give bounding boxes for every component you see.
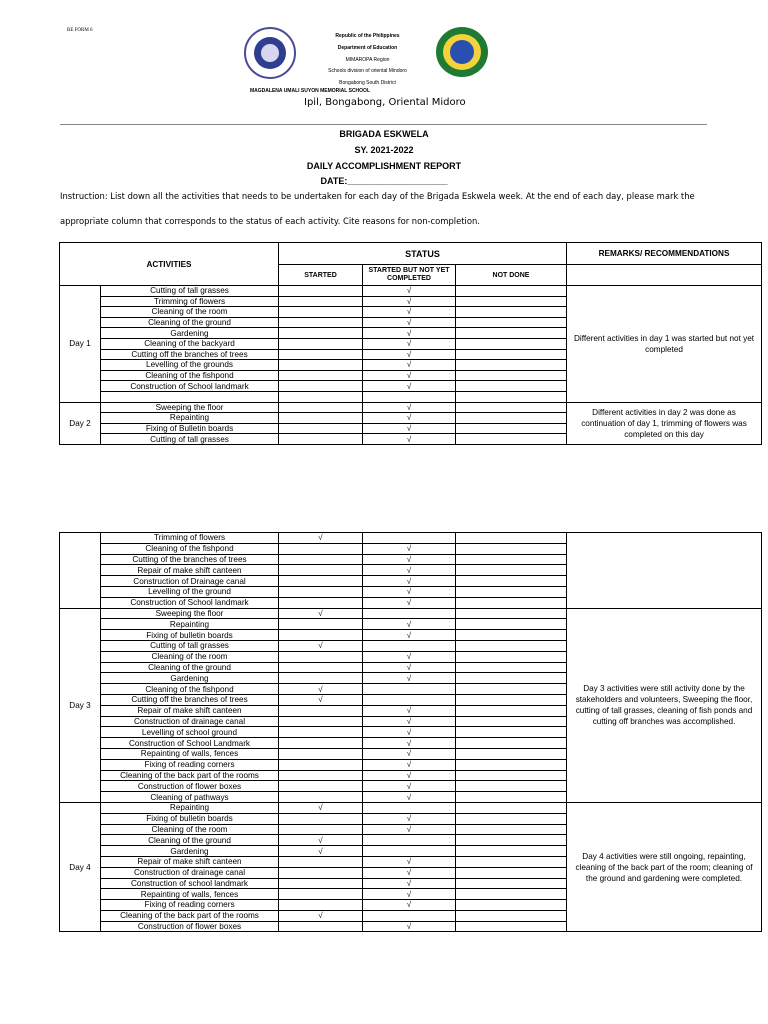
not-done-cell [456,413,567,424]
started-not-completed-cell: √ [363,434,456,445]
activity-cell [101,391,279,402]
accomplishment-table-1 [59,242,762,445]
not-done-cell [456,630,567,641]
started-not-completed-cell: √ [363,381,456,392]
report-title: BRIGADA ESKWELA [339,129,429,139]
started-not-completed-cell: √ [363,738,456,749]
activity-cell: Construction of drainage canal [101,867,279,878]
started-cell [279,434,363,445]
table-row [60,608,762,619]
started-not-completed-cell [363,684,456,695]
started-not-completed-cell: √ [363,792,456,803]
started-not-completed-cell: √ [363,543,456,554]
started-cell [279,651,363,662]
not-done-cell [456,889,567,900]
remarks-subheader [567,265,762,286]
started-not-completed-cell [363,802,456,813]
started-not-completed-cell: √ [363,328,456,339]
report-subtitle: DAILY ACCOMPLISHMENT REPORT [306,161,462,171]
not-done-cell [456,608,567,619]
activity-cell: Repainting [101,619,279,630]
started-not-completed-cell: √ [363,813,456,824]
day-label: Day 1 [60,286,101,403]
started-cell [279,619,363,630]
started-cell [279,296,363,307]
started-cell [279,402,363,413]
started-not-completed-cell: √ [363,824,456,835]
activity-cell: Repainting of walls, fences [101,748,279,759]
not-done-cell [456,586,567,597]
started-not-completed-cell: √ [363,673,456,684]
instruction-line-1: Instruction: List down all the activities that needs to be undertaken for each day of the Brigada Eskwela week. At the end of each day, please mark the [60,191,695,201]
activity-cell: Cleaning of the backyard [101,338,279,349]
started-not-completed-cell: √ [363,338,456,349]
started-not-completed-cell: √ [363,662,456,673]
not-done-cell [456,727,567,738]
started-cell [279,889,363,900]
deped-seal-logo [244,27,296,79]
started-cell [279,770,363,781]
started-cell: √ [279,910,363,921]
table-row [60,286,762,297]
started-not-completed-cell: √ [363,307,456,318]
activity-cell: Cutting off the branches of trees [101,694,279,705]
activity-cell: Cleaning of the room [101,307,279,318]
started-not-completed-cell: √ [363,878,456,889]
started-not-completed-cell: √ [363,370,456,381]
started-not-completed-cell [363,910,456,921]
started-cell [279,554,363,565]
not-done-cell [456,619,567,630]
activity-cell: Repainting [101,802,279,813]
started-not-completed-cell: √ [363,402,456,413]
started-cell [279,586,363,597]
activity-cell: Construction of School Landmark [101,738,279,749]
activity-cell: Cutting of tall grasses [101,286,279,297]
started-cell [279,423,363,434]
activity-cell: Fixing of bulletin boards [101,813,279,824]
started-cell [279,543,363,554]
activity-cell: Fixing of reading corners [101,900,279,911]
activity-cell: Construction of flower boxes [101,781,279,792]
started-cell [279,328,363,339]
activity-cell: Construction of school landmark [101,878,279,889]
started-not-completed-cell: √ [363,900,456,911]
started-not-completed-header: STARTED BUT NOT YET COMPLETED [363,265,456,286]
started-cell: √ [279,640,363,651]
started-cell [279,673,363,684]
started-cell [279,900,363,911]
day-label [60,533,101,609]
started-cell [279,391,363,402]
activity-cell: Fixing of Bulletin boards [101,423,279,434]
status-header: STATUS [279,243,567,265]
started-cell: √ [279,802,363,813]
started-not-completed-cell: √ [363,349,456,360]
activity-cell: Gardening [101,846,279,857]
not-done-cell [456,328,567,339]
activity-cell: Construction of Drainage canal [101,576,279,587]
activity-cell: Levelling of the grounds [101,360,279,371]
not-done-cell [456,694,567,705]
activity-cell: Gardening [101,328,279,339]
started-cell [279,781,363,792]
activity-cell: Fixing of bulletin boards [101,630,279,641]
started-not-completed-cell: √ [363,727,456,738]
started-cell [279,867,363,878]
activity-cell: Fixing of reading corners [101,759,279,770]
started-not-completed-cell: √ [363,296,456,307]
not-done-cell [456,781,567,792]
not-done-cell [456,543,567,554]
not-done-cell [456,824,567,835]
started-not-completed-cell [363,835,456,846]
started-not-completed-cell: √ [363,921,456,932]
not-done-cell [456,856,567,867]
started-cell [279,921,363,932]
activity-cell: Sweeping the floor [101,608,279,619]
started-not-completed-cell: √ [363,770,456,781]
activity-cell: Trimming of flowers [101,296,279,307]
activities-header: ACTIVITIES [60,243,279,286]
started-not-completed-cell: √ [363,423,456,434]
activity-cell: Cutting of tall grasses [101,640,279,651]
started-cell [279,878,363,889]
started-not-completed-cell [363,608,456,619]
not-done-cell [456,900,567,911]
activity-cell: Trimming of flowers [101,533,279,544]
started-cell [279,716,363,727]
started-cell [279,759,363,770]
activity-cell: Cleaning of the fishpond [101,684,279,695]
started-cell [279,370,363,381]
not-done-cell [456,381,567,392]
day-label: Day 2 [60,402,101,444]
started-cell [279,824,363,835]
started-cell [279,748,363,759]
started-not-completed-cell: √ [363,360,456,371]
header-district: Bongabong South District [339,80,396,86]
not-done-cell [456,434,567,445]
activity-cell: Levelling of the ground [101,586,279,597]
started-cell [279,338,363,349]
started-cell [279,662,363,673]
activity-cell: Cleaning of the room [101,824,279,835]
school-name: MAGDALENA UMALI SUYON MEMORIAL SCHOOL [250,88,370,94]
started-cell [279,738,363,749]
activity-cell: Cleaning of the ground [101,835,279,846]
started-not-completed-cell: √ [363,781,456,792]
started-not-completed-cell: √ [363,867,456,878]
started-not-completed-cell: √ [363,554,456,565]
started-not-completed-cell: √ [363,630,456,641]
accomplishment-table-2 [59,532,762,932]
not-done-cell [456,576,567,587]
started-not-completed-cell: √ [363,651,456,662]
school-address: Ipil, Bongabong, Oriental Midoro [304,97,466,108]
started-not-completed-cell: √ [363,856,456,867]
remarks-cell [567,533,762,609]
activity-cell: Cutting of the branches of trees [101,554,279,565]
not-done-cell [456,921,567,932]
started-not-completed-cell: √ [363,597,456,608]
activity-cell: Construction of drainage canal [101,716,279,727]
started-not-completed-cell: √ [363,565,456,576]
started-not-completed-cell: √ [363,889,456,900]
started-not-completed-cell [363,694,456,705]
activity-cell: Construction of School landmark [101,597,279,608]
not-done-cell [456,651,567,662]
activity-cell: Construction of flower boxes [101,921,279,932]
not-done-cell [456,759,567,770]
not-done-cell [456,349,567,360]
activity-cell: Repair of make shift canteen [101,705,279,716]
not-done-cell [456,716,567,727]
started-not-completed-cell: √ [363,619,456,630]
remarks-cell: Different activities in day 2 was done as continuation of day 1, trimming of flowers was completed on this day [567,402,762,444]
started-cell [279,413,363,424]
header-division: Schools division of oriental Mindoro [328,68,407,74]
remarks-cell: Day 3 activities were still activity done by the stakeholders and volunteers, Sweeping the floor, cutting of tall grasses, cleaning of fish ponds and cutting off branches was accomplished. [567,608,762,802]
started-cell: √ [279,694,363,705]
activity-cell: Cutting of tall grasses [101,434,279,445]
started-cell [279,360,363,371]
started-not-completed-cell: √ [363,705,456,716]
started-cell: √ [279,846,363,857]
day-label: Day 4 [60,802,101,932]
not-done-cell [456,391,567,402]
instruction-line-2: appropriate column that corresponds to the status of each activity. Cite reasons for non-completion. [60,216,480,226]
activity-cell: Cleaning of the ground [101,317,279,328]
started-not-completed-cell: √ [363,576,456,587]
started-cell: √ [279,533,363,544]
activity-cell: Cleaning of the fishpond [101,370,279,381]
activity-cell: Cleaning of pathways [101,792,279,803]
header-department: Department of Education [337,45,398,51]
started-not-completed-cell: √ [363,716,456,727]
started-cell [279,727,363,738]
started-cell [279,317,363,328]
not-done-header: NOT DONE [456,265,567,286]
not-done-cell [456,802,567,813]
activity-cell: Repainting of walls, fences [101,889,279,900]
started-cell [279,705,363,716]
started-not-completed-cell: √ [363,748,456,759]
not-done-cell [456,662,567,673]
not-done-cell [456,878,567,889]
header-republic: Republic of the Philippines [335,33,400,39]
started-not-completed-cell: √ [363,413,456,424]
not-done-cell [456,565,567,576]
header-divider [60,124,707,125]
activity-cell: Repair of make shift canteen [101,565,279,576]
activity-cell: Cleaning of the back part of the rooms [101,770,279,781]
activity-cell: Sweeping the floor [101,402,279,413]
started-cell [279,792,363,803]
started-cell [279,576,363,587]
started-cell [279,565,363,576]
started-not-completed-cell: √ [363,586,456,597]
started-cell [279,349,363,360]
started-not-completed-cell [363,533,456,544]
not-done-cell [456,748,567,759]
not-done-cell [456,370,567,381]
not-done-cell [456,286,567,297]
table-row [60,802,762,813]
activity-cell: Cleaning of the back part of the rooms [101,910,279,921]
started-cell [279,630,363,641]
not-done-cell [456,317,567,328]
started-cell [279,381,363,392]
form-code: BE FORM 6 [67,28,93,33]
header-region: MIMAROPA Region [345,57,390,63]
remarks-cell: Day 4 activities were still ongoing, repainting, cleaning of the back part of the room; cleaning of the ground and gardening were completed. [567,802,762,932]
not-done-cell [456,640,567,651]
started-cell: √ [279,835,363,846]
activity-cell: Repainting [101,413,279,424]
school-seal-logo [436,27,488,77]
not-done-cell [456,597,567,608]
activity-cell: Cutting off the branches of trees [101,349,279,360]
not-done-cell [456,910,567,921]
table-row [60,533,762,544]
started-cell: √ [279,608,363,619]
remarks-cell: Different activities in day 1 was started but not yet completed [567,286,762,403]
started-header: STARTED [279,265,363,286]
started-cell [279,813,363,824]
date-field: DATE:____________________ [320,176,448,186]
activity-cell: Cleaning of the ground [101,662,279,673]
started-cell: √ [279,684,363,695]
not-done-cell [456,813,567,824]
not-done-cell [456,296,567,307]
not-done-cell [456,338,567,349]
started-cell [279,597,363,608]
started-cell [279,856,363,867]
not-done-cell [456,867,567,878]
activity-cell: Construction of School landmark [101,381,279,392]
not-done-cell [456,402,567,413]
not-done-cell [456,554,567,565]
not-done-cell [456,533,567,544]
remarks-header: REMARKS/ RECOMMENDATIONS [567,243,762,265]
not-done-cell [456,673,567,684]
not-done-cell [456,684,567,695]
not-done-cell [456,738,567,749]
started-not-completed-cell [363,640,456,651]
started-not-completed-cell: √ [363,317,456,328]
not-done-cell [456,792,567,803]
not-done-cell [456,770,567,781]
started-not-completed-cell [363,846,456,857]
started-not-completed-cell: √ [363,286,456,297]
table-row [60,402,762,413]
activity-cell: Gardening [101,673,279,684]
started-not-completed-cell: √ [363,759,456,770]
activity-cell: Cleaning of the room [101,651,279,662]
day-label: Day 3 [60,608,101,802]
school-year: SY. 2021-2022 [354,145,414,155]
not-done-cell [456,705,567,716]
not-done-cell [456,423,567,434]
activity-cell: Levelling of school ground [101,727,279,738]
not-done-cell [456,307,567,318]
not-done-cell [456,846,567,857]
activity-cell: Cleaning of the fishpond [101,543,279,554]
started-cell [279,307,363,318]
started-not-completed-cell [363,391,456,402]
started-cell [279,286,363,297]
not-done-cell [456,360,567,371]
not-done-cell [456,835,567,846]
activity-cell: Repair of make shift canteen [101,856,279,867]
